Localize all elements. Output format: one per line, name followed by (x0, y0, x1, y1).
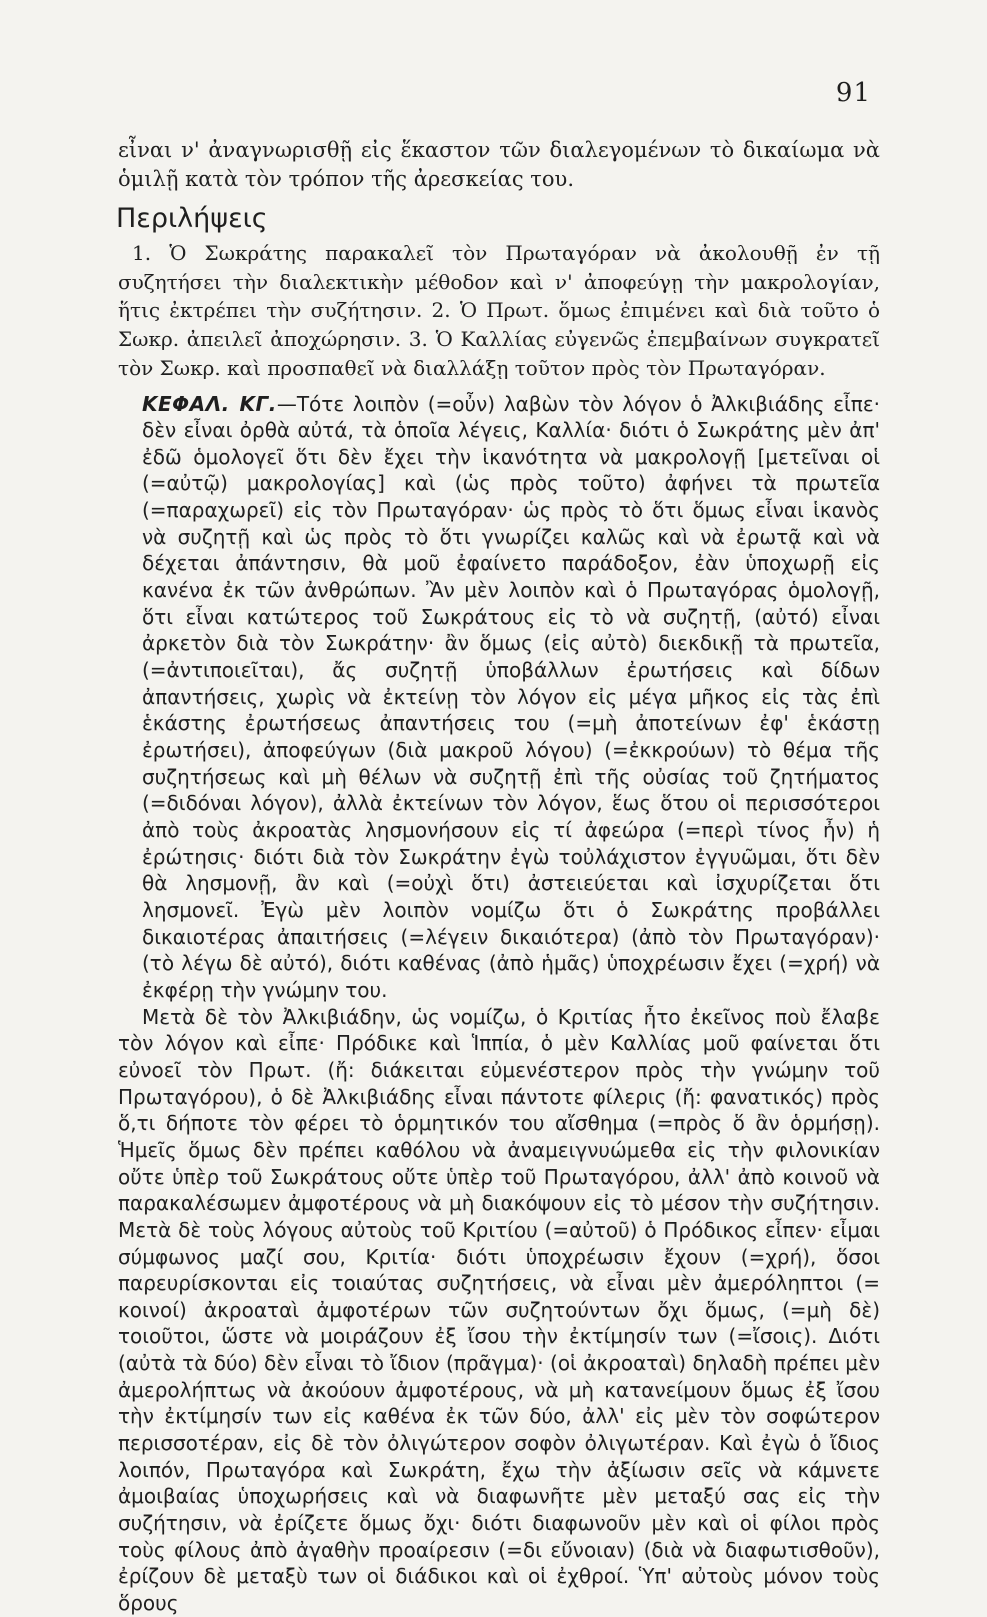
section-heading: Περιλήψεις (116, 203, 268, 234)
chapter-label: ΚΕΦΑΛ. ΚΓ. (142, 391, 277, 416)
chapter-paragraph-2: Μετὰ δὲ τὸν Ἀλκιβιάδην, ὡς νομίζω, ὁ Κριτίας ἦτο ἐκεῖνος ποὺ ἔλαβε τὸν λόγον καὶ εἶπε· Πρόδικε καὶ Ἱππία, ὁ μὲν Καλλίας μοῦ φαίνεται ὅτι εὐνοεῖ τὸν Πρωτ. (ἤ: διάκειται εὐμενέστερον πρὸς τὴν γνώμην τοῦ Πρωταγόρου), ὁ δὲ Ἀλκιβιάδης εἶναι πάντοτε φίλερις (ἤ: φανατικός) πρὸς ὅ,τι δήποτε τὸν φέρει τὸ ὁρμητικόν του αἴσθημα (=πρὸς ὅ ἂν ὁρμήσῃ). Ἡμεῖς ὅμως δὲν πρέπει καθόλου νὰ ἀναμειγνυώμεθα εἰς τὴν φιλονικίαν οὔτε ὑπὲρ τοῦ Σωκράτους οὔτε ὑπὲρ τοῦ Πρωταγόρου, ἀλλ' ἀπὸ κοινοῦ νὰ παρακαλέσωμεν ἀμφοτέρους νὰ μὴ διακόψουν εἰς τὸ μέσον τὴν συζήτησιν. Μετὰ δὲ τοὺς λόγους αὐτοὺς τοῦ Κριτίου (=αὐτοῦ) ὁ Πρόδικος εἶπεν· εἶμαι σύμφωνος μαζί σου, Κριτία· διότι ὑποχρέωσιν ἔχουν (=χρή), ὅσοι παρευρίσκονται εἰς τοιαύτας συζητήσεις, νὰ εἶναι μὲν ἀμερόληπτοι (= κοινοί) ἀκροαταὶ ἀμφοτέρων τῶν συζητούντων ὄχι ὅμως, (=μὴ δὲ) τοιοῦτοι, ὥστε νὰ μοιράζουν ἐξ ἴσου τὴν ἐκτίμησίν των (=ἴσοις). Διότι (αὐτὰ τὰ δύο) δὲν εἶναι τὸ ἴδιον (πρᾶγμα)· (οἱ ἀκροαταὶ) δηλαδὴ πρέπει μὲν ἀμερολήπτως νὰ ἀκούουν ἀμφοτέρους, νὰ μὴ κατανείμουν ὅμως ἐξ ἴσου τὴν ἐκτίμησίν των εἰς καθένα ἐκ τῶν δύο, ἀλλ' εἰς μὲν τὸν σοφώτερον περισσοτέραν, εἰς δὲ τὸν ὀλιγώτερον σοφὸν ὀλιγωτέραν. Καὶ ἐγὼ ὁ ἴδιος λοιπόν, Πρωταγόρα καὶ Σωκράτη, ἔχω τὴν ἀξίωσιν σεῖς νὰ κάμνετε ἀμοιβαίας ὑποχωρήσεις καὶ νὰ διαφωνῆτε μὲν μεταξύ σας εἰς τὴν συζήτησιν, νὰ ἐρίζετε ὅμως ὄχι· διότι διαφωνοῦν μὲν καὶ οἱ φίλοι πρὸς τοὺς φίλους ἀπὸ ἀγαθὴν προαίρεσιν (=δι εὔνοιαν) (διὰ νὰ διαφωτισθοῦν), ἐρίζουν δὲ μεταξὺ των οἱ διάδικοι καὶ οἱ ἐχθροί. Ὑπ' αὐτοὺς μόνον τοὺς ὅρους (118, 1004, 880, 1616)
page-body (118, 136, 880, 1617)
intro-paragraph: εἶναι ν' ἀναγνωρισθῇ εἰς ἕκαστον τῶν διαλεγομένων τὸ δικαίωμα νὰ ὁμιλῇ κατὰ τὸν τρόπον τῆς ἀρεσκείας του. (118, 138, 880, 191)
chapter-paragraph-1-text: —Τότε λοιπὸν (=οὖν) λαβὼν τὸν λόγον ὁ Ἀλκιβιάδης εἶπε· δὲν εἶναι ὀρθὰ αὐτά, τὰ ὁποῖα λέγεις, Καλλία· διότι ὁ Σωκράτης μὲν ἀπ' ἐδῶ ὁμολογεῖ ὅτι δὲν ἔχει τὴν ἱκανότητα νὰ μακρολογῇ [μετεῖναι οἱ (=αὐτῷ) μακρολογίας] καὶ (ὡς πρὸς τοῦτο) ἀφήνει τὰ πρωτεῖα (=παραχωρεῖ) εἰς τὸν Πρωταγόραν· ὡς πρὸς τὸ ὅτι ὅμως εἶναι ἱκανὸς νὰ συζητῇ καὶ ὡς πρὸς τὸ ὅτι γνωρίζει καλῶς καὶ νὰ ἐρωτᾷ καὶ νὰ δέχεται ἀπάντησιν, θὰ μοῦ ἐφαίνετο παράδοξον, ἐὰν ὑποχωρῇ εἰς κανένα ἐκ τῶν ἀνθρώπων. Ἂν μὲν λοιπὸν καὶ ὁ Πρωταγόρας ὁμολογῇ, ὅτι εἶναι κατώτερος τοῦ Σωκράτους εἰς τὸ νὰ συζητῇ, (αὐτό) εἶναι ἀρκετὸν διὰ τὸν Σωκράτην· ἂν ὅμως (εἰς αὐτὸ) διεκδικῇ τὰ πρωτεῖα, (=ἀντιποιεῖται), ἄς συζητῇ ὑποβάλλων ἐρωτήσεις καὶ δίδων ἀπαντήσεις, χωρὶς νὰ ἐκτείνῃ τὸν λόγον εἰς μέγα μῆκος εἰς τὰς ἐπὶ ἑκάστης ἐρωτήσεως ἀπαντήσεις του (=μὴ ἀποτείνων ἐφ' ἑκάστῃ ἐρωτήσει), ἀποφεύγων (διὰ μακροῦ λόγου) (=ἐκκρούων) τὸ θέμα τῆς συζητήσεως καὶ μὴ θέλων νὰ συζητῇ ἐπὶ τῆς οὐσίας τοῦ ζητήματος (=διδόναι λόγον), ἀλλὰ ἐκτείνων τὸν λόγον, ἕως ὅτου οἱ περισσότεροι ἀπὸ τοὺς ἀκροατὰς λησμονήσουν εἰς τί ἀφεώρα (=περὶ τίνος ἦν) ἡ ἐρώτησις· διότι διὰ τὸν Σωκράτην ἐγὼ τοὐλάχιστον ἐγγυῶμαι, ὅτι δὲν θὰ λησμονῇ, ἂν καὶ (=οὐχὶ ὅτι) ἀστειεύεται καὶ ἰσχυρίζεται ὅτι λησμονεῖ. Ἐγὼ μὲν λοιπὸν νομίζω ὅτι ὁ Σωκράτης προβάλλει δικαιοτέρας ἀπαιτήσεις (=λέγειν δικαιότερα) (ἀπὸ τὸν Πρωταγόραν)· (τὸ λέγω δὲ αὐτό), διότι καθένας (ἀπὸ ἡμᾶς) ὑποχρέωσιν ἔχει (=χρή) νὰ ἐκφέρῃ τὴν γνώμην του. (142, 391, 880, 1002)
chapter-paragraph-1 (142, 391, 880, 1004)
chapter-text (118, 391, 880, 1617)
summary-paragraph: 1. Ὁ Σωκράτης παρακαλεῖ τὸν Πρωταγόραν νὰ ἀκολουθῇ ἐν τῇ συζητήσει τὴν διαλεκτικὴν μέθοδον καὶ ν' ἀποφεύγῃ τὴν μακρολογίαν, ἥτις ἐκτρέπει τὴν συζήτησιν. 2. Ὁ Πρωτ. ὅμως ἐπιμένει καὶ διὰ τοῦτο ὁ Σωκρ. ἀπειλεῖ ἀποχώρησιν. 3. Ὁ Καλλίας εὐγενῶς ἐπεμβαίνων συγκρατεῖ τὸν Σωκρ. καὶ προσπαθεῖ νὰ διαλλάξῃ τοῦτον πρὸς τὸν Πρωταγόραν. (118, 241, 880, 380)
page-number: 91 (835, 78, 871, 108)
